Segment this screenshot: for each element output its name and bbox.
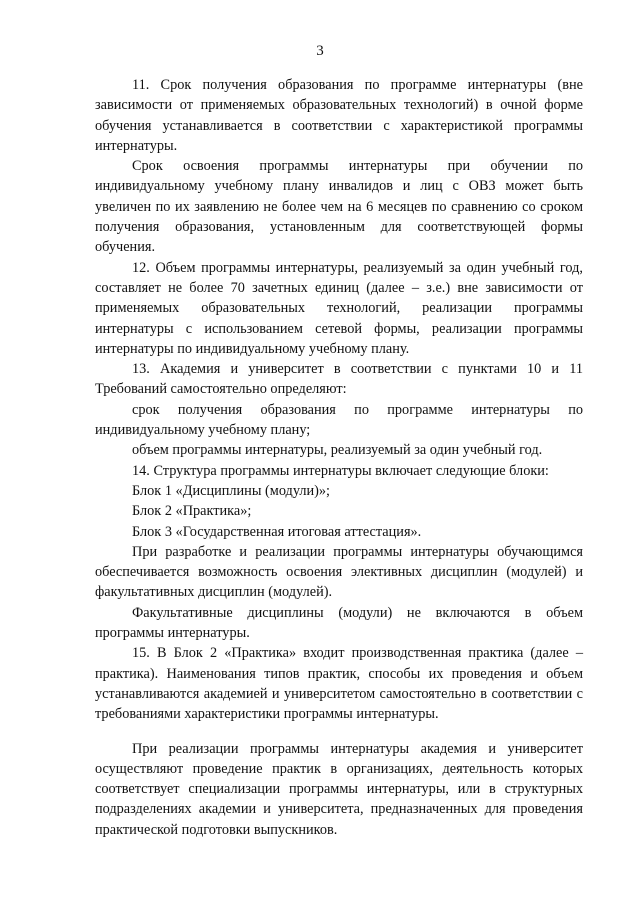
- paragraph-optional-disciplines: Факультативные дисциплины (модули) не включаются в объем программы интернатуры.: [95, 604, 583, 642]
- paragraph-block-2: Блок 2 «Практика»;: [132, 503, 252, 520]
- paragraph-block-3: Блок 3 «Государственная итоговая аттестация».: [132, 523, 422, 540]
- paragraph-15-practice: 15. В Блок 2 «Практика» входит производственная практика (далее – практика). Наименования типов практик, способы их проведения и объем устанавливаются академией и университетом самостоятельно в соответствии с требованиями характеристики программы интернатуры.: [95, 645, 583, 723]
- paragraph-13-determine: 13. Академия и университет в соответствии с пунктами 10 и 11 Требований самостоятельно определяют:: [95, 361, 583, 398]
- document-body: [95, 75, 583, 840]
- paragraph-14-structure: 14. Структура программы интернатуры включает следующие блоки:: [132, 462, 549, 479]
- paragraph-term-item: срок получения образования по программе интернатуры по индивидуальному учебному плану;: [95, 401, 583, 439]
- paragraph-12-volume: 12. Объем программы интернатуры, реализуемый за один учебный год, составляет не более 70 зачетных единиц (далее – з.е.) вне зависимости от применяемых образовательных технологий, реализации программы интернатуры с использованием сетевой формы, реализации программы интернатуры по индивидуальному учебному плану.: [95, 259, 583, 357]
- paragraph-term-individual-plan: Срок освоения программы интернатуры при обучении по индивидуальному учебному плану инвалидов и лиц с ОВЗ может быть увеличен по их заявлению не более чем на 6 месяцев по сравнению со сроком получения образования, установленным для соответствующей формы обучения.: [95, 158, 583, 256]
- paragraph-electives: При разработке и реализации программы интернатуры обучающимся обеспечивается возможность освоения элективных дисциплин (модулей) и факультативных дисциплин (модулей).: [95, 543, 583, 601]
- paragraph-11-term: 11. Срок получения образования по программе интернатуры (вне зависимости от применяемых образовательных технологий) в очной форме обучения устанавливается в соответствии с характеристикой программы интернатуры.: [95, 77, 583, 154]
- paragraph-block-1: Блок 1 «Дисциплины (модули)»;: [132, 482, 331, 499]
- paragraph-practice-organizations: При реализации программы интернатуры академия и университет осуществляют проведение практик в организациях, деятельность которых соответствует специализации программы интернатуры, или в структурных подразделениях академии и университета, предназначенных для проведения практической подготовки выпускников.: [95, 740, 583, 838]
- page-number: 3: [316, 43, 324, 59]
- paragraph-volume-item: объем программы интернатуры, реализуемый за один учебный год.: [132, 442, 543, 459]
